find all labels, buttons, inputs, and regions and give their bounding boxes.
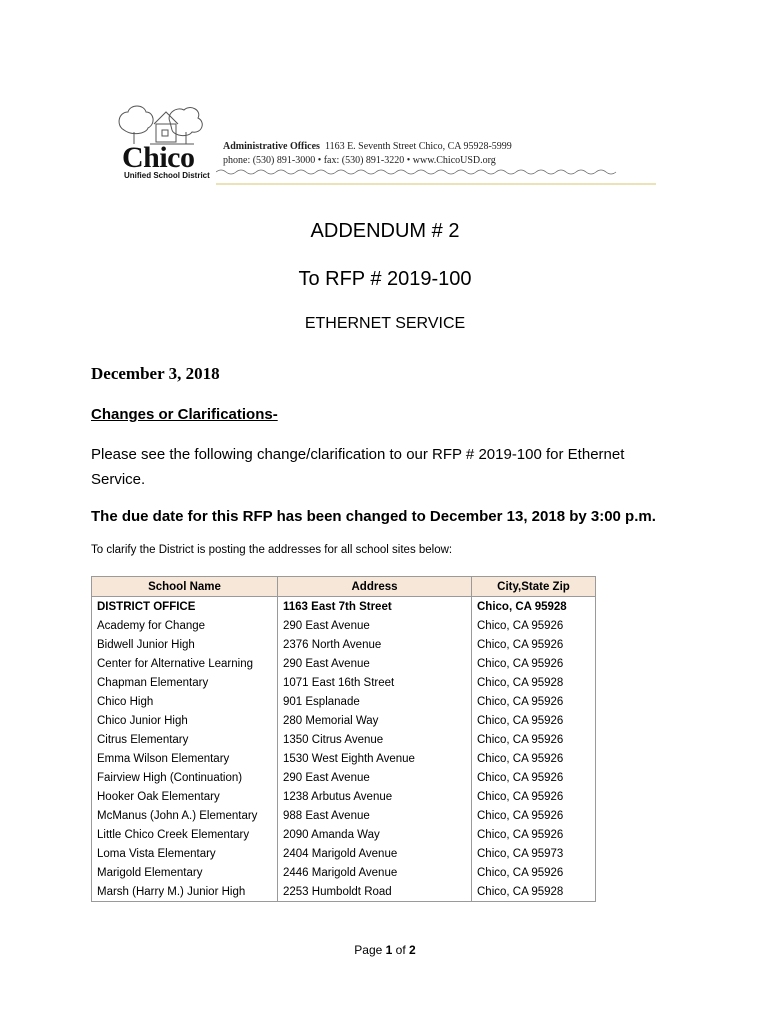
address-cell: 280 Memorial Way — [278, 711, 472, 730]
address-cell: 2404 Marigold Avenue — [278, 844, 472, 863]
address-cell: 1238 Arbutus Avenue — [278, 787, 472, 806]
logo-subtitle: Unified School District — [124, 171, 210, 180]
table-row — [92, 692, 596, 711]
school-name-cell: Fairview High (Continuation) — [92, 768, 278, 787]
table-row — [92, 825, 596, 844]
table-body — [92, 597, 596, 902]
school-name-cell: Loma Vista Elementary — [92, 844, 278, 863]
header-city-state-zip: City,State Zip — [472, 577, 596, 597]
city-state-zip-cell: Chico, CA 95926 — [472, 749, 596, 768]
header-school-name: School Name — [92, 577, 278, 597]
admin-address: 1163 E. Seventh Street Chico, CA 95928-5999 — [324, 141, 512, 152]
table-row — [92, 711, 596, 730]
table-row — [92, 863, 596, 882]
table-row — [92, 673, 596, 692]
city-state-zip-cell: Chico, CA 95926 — [472, 825, 596, 844]
document-date: December 3, 2018 — [91, 364, 220, 383]
city-state-zip-cell: Chico, CA 95926 — [472, 863, 596, 882]
table-row — [92, 616, 596, 635]
address-cell: 1071 East 16th Street — [278, 673, 472, 692]
table-row — [92, 654, 596, 673]
school-name-cell: McManus (John A.) Elementary — [92, 806, 278, 825]
address-cell: 2090 Amanda Way — [278, 825, 472, 844]
school-name-cell: Marsh (Harry M.) Junior High — [92, 882, 278, 902]
city-state-zip-cell: Chico, CA 95926 — [472, 692, 596, 711]
school-name-cell: Chico High — [92, 692, 278, 711]
address-cell: 901 Esplanade — [278, 692, 472, 711]
city-state-zip-cell: Chico, CA 95926 — [472, 654, 596, 673]
subject-title: ETHERNET SERVICE — [304, 315, 466, 332]
school-name-cell: Bidwell Junior High — [92, 635, 278, 654]
school-name-cell: Emma Wilson Elementary — [92, 749, 278, 768]
table-row — [92, 768, 596, 787]
page-total: 2 — [409, 943, 416, 957]
school-name-cell: DISTRICT OFFICE — [92, 597, 278, 617]
of-word: of — [395, 943, 406, 957]
school-name-cell: Academy for Change — [92, 616, 278, 635]
page-current: 1 — [385, 943, 393, 957]
city-state-zip-cell: Chico, CA 95926 — [472, 711, 596, 730]
city-state-zip-cell: Chico, CA 95926 — [472, 730, 596, 749]
changes-heading: Changes or Clarifications- — [91, 406, 278, 423]
address-cell: 1163 East 7th Street — [278, 597, 472, 617]
city-state-zip-cell: Chico, CA 95926 — [472, 787, 596, 806]
table-row — [92, 882, 596, 902]
city-state-zip-cell: Chico, CA 95928 — [472, 673, 596, 692]
school-name-cell: Chapman Elementary — [92, 673, 278, 692]
school-name-cell: Hooker Oak Elementary — [92, 787, 278, 806]
city-state-zip-cell: Chico, CA 95926 — [472, 768, 596, 787]
address-cell: 290 East Avenue — [278, 616, 472, 635]
address-cell: 290 East Avenue — [278, 654, 472, 673]
address-cell: 988 East Avenue — [278, 806, 472, 825]
city-state-zip-cell: Chico, CA 95926 — [472, 635, 596, 654]
school-name-cell: Center for Alternative Learning — [92, 654, 278, 673]
admin-address-line — [223, 141, 512, 152]
page-footer — [0, 943, 770, 957]
page-word: Page — [354, 943, 383, 957]
address-cell: 2376 North Avenue — [278, 635, 472, 654]
address-cell: 1530 West Eighth Avenue — [278, 749, 472, 768]
table-row — [92, 597, 596, 617]
city-state-zip-cell: Chico, CA 95926 — [472, 616, 596, 635]
address-cell: 290 East Avenue — [278, 768, 472, 787]
table-header-row — [92, 577, 596, 597]
table-row — [92, 806, 596, 825]
school-name-cell: Marigold Elementary — [92, 863, 278, 882]
due-date-notice: The due date for this RFP has been changed to December 13, 2018 by 3:00 p.m. — [91, 508, 656, 525]
table-row — [92, 635, 596, 654]
table-row — [92, 844, 596, 863]
admin-label: Administrative Offices — [223, 141, 320, 152]
address-cell: 2446 Marigold Avenue — [278, 863, 472, 882]
school-name-cell: Chico Junior High — [92, 711, 278, 730]
addendum-title: ADDENDUM # 2 — [310, 220, 460, 242]
city-state-zip-cell: Chico, CA 95928 — [472, 597, 596, 617]
contact-line: phone: (530) 891-3000 • fax: (530) 891-3220 • www.ChicoUSD.org — [223, 155, 496, 166]
letterhead-rule — [216, 164, 656, 188]
address-cell: 2253 Humboldt Road — [278, 882, 472, 902]
city-state-zip-cell: Chico, CA 95928 — [472, 882, 596, 902]
city-state-zip-cell: Chico, CA 95973 — [472, 844, 596, 863]
table-row — [92, 787, 596, 806]
school-name-cell: Little Chico Creek Elementary — [92, 825, 278, 844]
intro-paragraph: Please see the following change/clarification to our RFP # 2019-100 for Ethernet Service. — [91, 446, 625, 488]
logo-wordmark: Chico — [122, 141, 195, 174]
city-state-zip-cell: Chico, CA 95926 — [472, 806, 596, 825]
clarify-note: To clarify the District is posting the addresses for all school sites below: — [91, 544, 453, 556]
school-sites-table — [91, 576, 596, 902]
school-name-cell: Citrus Elementary — [92, 730, 278, 749]
address-cell: 1350 Citrus Avenue — [278, 730, 472, 749]
rfp-title: To RFP # 2019-100 — [298, 268, 472, 290]
table-row — [92, 730, 596, 749]
header-address: Address — [278, 577, 472, 597]
table-row — [92, 749, 596, 768]
